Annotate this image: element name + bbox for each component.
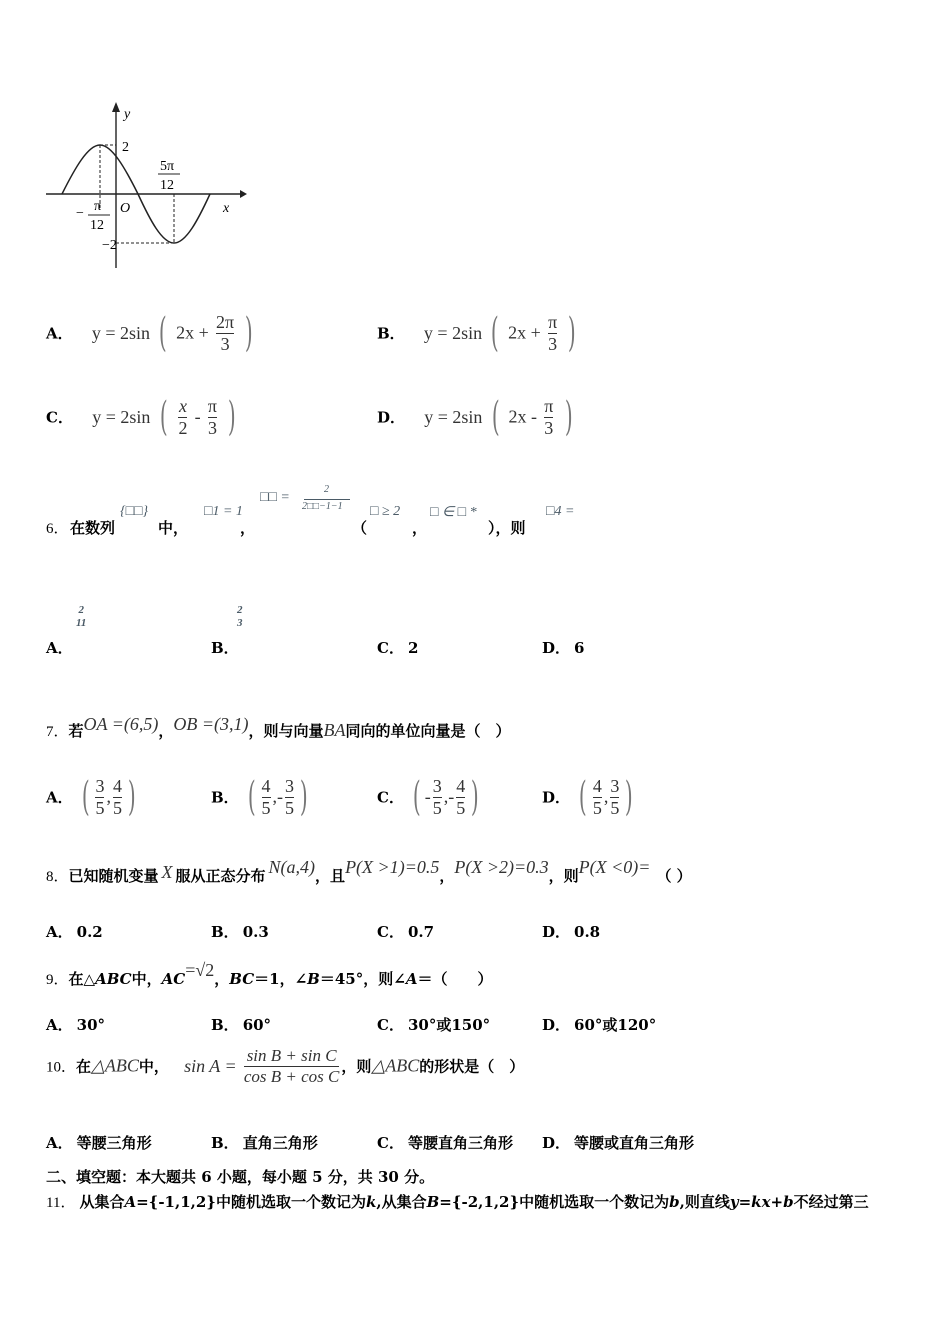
q7-option-b[interactable]: B． ( $\frac{4}{5}$ ,- $\frac{3}{5}$ ) [211, 774, 308, 821]
option-fraction: 2 11 [76, 604, 87, 629]
option-prefix: y = 2sin [91, 322, 151, 343]
q10-text-4: 的形状是（ ） [419, 1057, 525, 1076]
q8-text-1: 已知随机变量 [68, 867, 159, 885]
option-letter: D． [377, 408, 406, 427]
question-8 [46, 857, 692, 886]
q11-text-3: ,从集合 [376, 1193, 427, 1211]
q8-text-4: ，则 [548, 867, 579, 885]
q9-text-4: ＝1，∠ [254, 970, 308, 988]
q8-comma: ， [439, 867, 455, 885]
option-letter: D． [542, 1016, 571, 1034]
option-letter: C． [46, 408, 73, 427]
left-x-den: 12 [90, 218, 104, 233]
question-11 [46, 1191, 869, 1212]
x-label: x [223, 201, 230, 216]
sine-graph [40, 98, 250, 273]
option-op: - [194, 406, 201, 427]
q6-option-a[interactable] [46, 604, 186, 657]
origin-label: O [120, 201, 131, 216]
q9-option-c[interactable] [377, 1014, 490, 1035]
option-inner: 2x + [176, 322, 209, 343]
option-letter: C． [377, 1134, 404, 1152]
q6-seq: {□□} [120, 504, 149, 519]
option-letter: B． [211, 788, 239, 807]
q10-lhs: sin A = [184, 1055, 237, 1076]
option-letter: B． [211, 923, 239, 941]
q11-bv: b [669, 1193, 680, 1211]
q8-p1: P(X >1)=0.5 [345, 857, 440, 877]
q6-option-d[interactable] [542, 637, 584, 658]
q7-option-c[interactable]: C． ( - $\frac{3}{5}$ ,- $\frac{4}{5}$ ) [377, 774, 480, 821]
option-value: 等腰或直角三角形 [574, 1134, 695, 1152]
option-letter: B． [211, 1134, 239, 1152]
q8-dist: N(a,4) [268, 857, 316, 877]
q11-text-6: 不经过第三 [793, 1193, 869, 1211]
q11-b: B [426, 1193, 440, 1211]
option-letter: A． [46, 923, 73, 941]
q6-option-b[interactable] [211, 604, 351, 657]
option-value: 等腰直角三角形 [407, 1134, 513, 1152]
q10-text-3: ，则 [341, 1057, 372, 1076]
option-fraction: $\frac{2\pi}{3}$ [216, 312, 235, 354]
question-10 [46, 1046, 524, 1086]
option-letter: A． [46, 1016, 73, 1034]
q9-a: A [405, 970, 418, 988]
q9-ac: AC [161, 970, 186, 988]
option-letter: C． [377, 923, 404, 941]
option-letter: D． [542, 788, 571, 807]
q8-option-c[interactable] [377, 921, 434, 942]
q7-number: 7． [46, 724, 69, 740]
q6-text-2: 中， [158, 519, 189, 537]
q9-text-2: 中， [131, 970, 162, 988]
option-fraction-b: $\frac{3}{5}$ [285, 776, 295, 818]
option-value: 60°或120° [574, 1016, 657, 1034]
q9-number: 9． [46, 972, 69, 988]
option-fraction-b: $\frac{4}{5}$ [456, 776, 466, 818]
q10-triangle: △ABC [91, 1055, 139, 1076]
option-value: 2 [407, 639, 419, 657]
q7-text-2: ，则与向量 [248, 722, 324, 740]
q9-bc: BC [229, 970, 255, 988]
q10-triangle-2: △ABC [371, 1055, 420, 1076]
option-fraction-b: $\frac{3}{5}$ [610, 776, 620, 818]
q11-text-4: 中随机选取一个数记为 [519, 1193, 670, 1211]
left-x-sign: − [76, 206, 84, 221]
q9-eq: =√2 [185, 960, 215, 980]
x-axis-arrow [240, 190, 247, 198]
option-sign-a: - [424, 786, 431, 807]
option-prefix: y = 2sin [92, 406, 151, 427]
q10-fraction [244, 1046, 340, 1086]
q10-text-2: 中， [138, 1057, 169, 1076]
q5-option-a[interactable]: A． y = 2sin ( 2x + $\frac{2\pi}{3}$ ) [46, 310, 254, 357]
option-value: 0.3 [242, 923, 269, 941]
q6-an-num: 2 [324, 484, 329, 495]
option-inner: 2x - [508, 406, 537, 427]
y-axis-arrow [112, 102, 120, 112]
q7-option-d[interactable]: D． ( $\frac{4}{5}$ , $\frac{3}{5}$ ) [542, 774, 634, 821]
left-x-num: π [94, 199, 102, 214]
q8-option-b[interactable] [211, 921, 269, 942]
option-fraction-a: $\frac{3}{5}$ [432, 776, 442, 818]
q5-option-c[interactable]: C． y = 2sin ( $\frac{x}{2}$ - $\frac{\pi}{3}$ ) [46, 394, 236, 441]
q10-denominator: cos B + cos C [243, 1066, 340, 1086]
q10-option-c[interactable] [377, 1132, 513, 1153]
q6-a4: □4 = [546, 504, 575, 519]
option-fraction-a: $\frac{4}{5}$ [592, 776, 602, 818]
q6-text-1: 在数列 [70, 519, 116, 537]
q11-line: y=kx+b [729, 1193, 794, 1211]
q9-option-d[interactable] [542, 1014, 656, 1035]
option-sign-b: - [277, 786, 284, 807]
right-x-den: 12 [160, 178, 174, 193]
option-value: 直角三角形 [242, 1134, 318, 1152]
option-fraction-a: $\frac{4}{5}$ [261, 776, 271, 818]
option-letter: A． [46, 324, 73, 343]
q10-numerator: sin B + sin C [246, 1046, 337, 1065]
q8-number: 8． [46, 869, 69, 885]
q7-option-a[interactable]: A． ( $\frac{3}{5}$ , $\frac{4}{5}$ ) [46, 774, 136, 821]
option-value: 0.7 [407, 923, 435, 941]
q6-option-c[interactable] [377, 637, 418, 658]
max-label: 2 [122, 140, 129, 155]
section-2-heading: 二、填空题：本大题共 6 小题，每小题 5 分，共 30 分。 [46, 1168, 435, 1186]
q6-text-3: ），则 [488, 519, 526, 537]
q5-option-b[interactable]: B． y = 2sin ( 2x + $\frac{\pi}{3}$ ) [377, 310, 577, 357]
option-letter: D． [542, 639, 571, 657]
option-prefix: y = 2sin [423, 322, 483, 343]
q11-text-2: 中随机选取一个数记为 [215, 1193, 366, 1211]
q5-option-d[interactable]: D． y = 2sin ( 2x - $\frac{\pi}{3}$ ) [377, 394, 573, 441]
option-letter: C． [377, 639, 404, 657]
q8-option-d[interactable] [542, 921, 600, 942]
question-9 [46, 960, 493, 989]
q7-text-3: 同向的单位向量是（ ） [345, 722, 511, 740]
q7-comma: ， [158, 722, 174, 740]
q6-cond-open: （ [352, 519, 368, 537]
q8-text-5: （ ） [656, 867, 692, 885]
q11-set-a: ={-1,1,2} [136, 1193, 216, 1211]
option-fraction: 2 3 [237, 604, 243, 629]
q6-number: 6． [46, 521, 69, 537]
q8-p3: P(X <0)= [578, 857, 651, 877]
q7-text-1: 若 [68, 722, 84, 740]
q7-oa: OA =(6,5) [83, 714, 159, 734]
min-label: −2 [102, 238, 117, 253]
q10-option-d[interactable] [542, 1132, 694, 1153]
q11-text-1: 从集合 [79, 1193, 125, 1211]
option-prefix: y = 2sin [424, 406, 483, 427]
option-value: 30° [76, 1016, 106, 1034]
q11-set-b: ={-2,1,2} [439, 1193, 520, 1211]
right-x-num: 5π [160, 159, 175, 174]
q8-text-3: ，且 [315, 867, 346, 885]
q9-abc: ABC [95, 970, 132, 988]
q10-text-1: 在 [76, 1057, 92, 1076]
q10-option-b[interactable] [211, 1132, 318, 1153]
q6-cond-comma: ， [412, 519, 428, 537]
q6-cond-2: □ ∈ □ * [430, 505, 477, 520]
q10-option-a[interactable] [46, 1132, 152, 1153]
q9-option-b[interactable] [211, 1014, 271, 1035]
option-letter: C． [377, 1016, 404, 1034]
option-letter: B． [211, 1016, 239, 1034]
q6-comma: ， [240, 519, 256, 537]
q6-an-den: 2□□−1−1 [302, 501, 343, 512]
q9-text-1: 在△ [68, 970, 96, 988]
option-value: 60° [242, 1016, 272, 1034]
option-fraction-x: $\frac{x}{2}$ [178, 396, 188, 438]
q6-an-lhs: □□ = [260, 490, 290, 505]
option-value: 6 [574, 639, 585, 657]
option-letter: B． [377, 324, 405, 343]
q9-text-6: ＝（ ） [417, 970, 493, 988]
q9-text-5: ＝45°，则∠ [319, 970, 406, 988]
q8-option-a[interactable] [46, 921, 103, 942]
option-letter: A． [46, 639, 73, 657]
question-7 [46, 714, 511, 741]
option-letter: C． [377, 788, 404, 807]
option-fraction: $\frac{\pi}{3}$ [548, 312, 558, 354]
option-letter: D． [542, 1134, 571, 1152]
option-inner: 2x + [508, 322, 541, 343]
option-letter: B． [211, 639, 239, 657]
q6-an-fracbar [304, 499, 350, 500]
option-fraction: $\frac{\pi}{3}$ [544, 396, 554, 438]
q9-option-a[interactable] [46, 1014, 105, 1035]
q9-b: B [307, 970, 320, 988]
y-label: y [124, 107, 131, 122]
q6-a1: □1 = 1 [204, 504, 243, 519]
q8-x: X [161, 862, 173, 882]
option-fraction: $\frac{\pi}{3}$ [207, 396, 217, 438]
q11-k: k [365, 1193, 377, 1211]
option-letter: D． [542, 923, 571, 941]
q11-number: 11． [46, 1195, 76, 1211]
option-value: 0.8 [574, 923, 601, 941]
question-6 [46, 484, 646, 544]
option-letter: A． [46, 1134, 73, 1152]
q7-ba: BA [323, 720, 346, 740]
q9-text-3: ， [214, 970, 230, 988]
option-sign-b: - [448, 786, 455, 807]
q6-cond-1: □ ≥ 2 [370, 504, 401, 519]
q11-a: A [124, 1193, 137, 1211]
option-letter: A． [46, 788, 73, 807]
q7-ob: OB =(3,1) [173, 714, 249, 734]
option-fraction-b: $\frac{4}{5}$ [112, 776, 122, 818]
option-fraction-a: $\frac{3}{5}$ [95, 776, 105, 818]
q10-number: 10． [46, 1059, 77, 1076]
option-value: 0.2 [76, 923, 103, 941]
option-value: 30°或150° [407, 1016, 491, 1034]
option-value: 等腰三角形 [76, 1134, 152, 1152]
q8-p2: P(X >2)=0.3 [454, 857, 549, 877]
q11-text-5: ,则直线 [679, 1193, 730, 1211]
q8-text-2: 服从正态分布 [175, 867, 266, 885]
